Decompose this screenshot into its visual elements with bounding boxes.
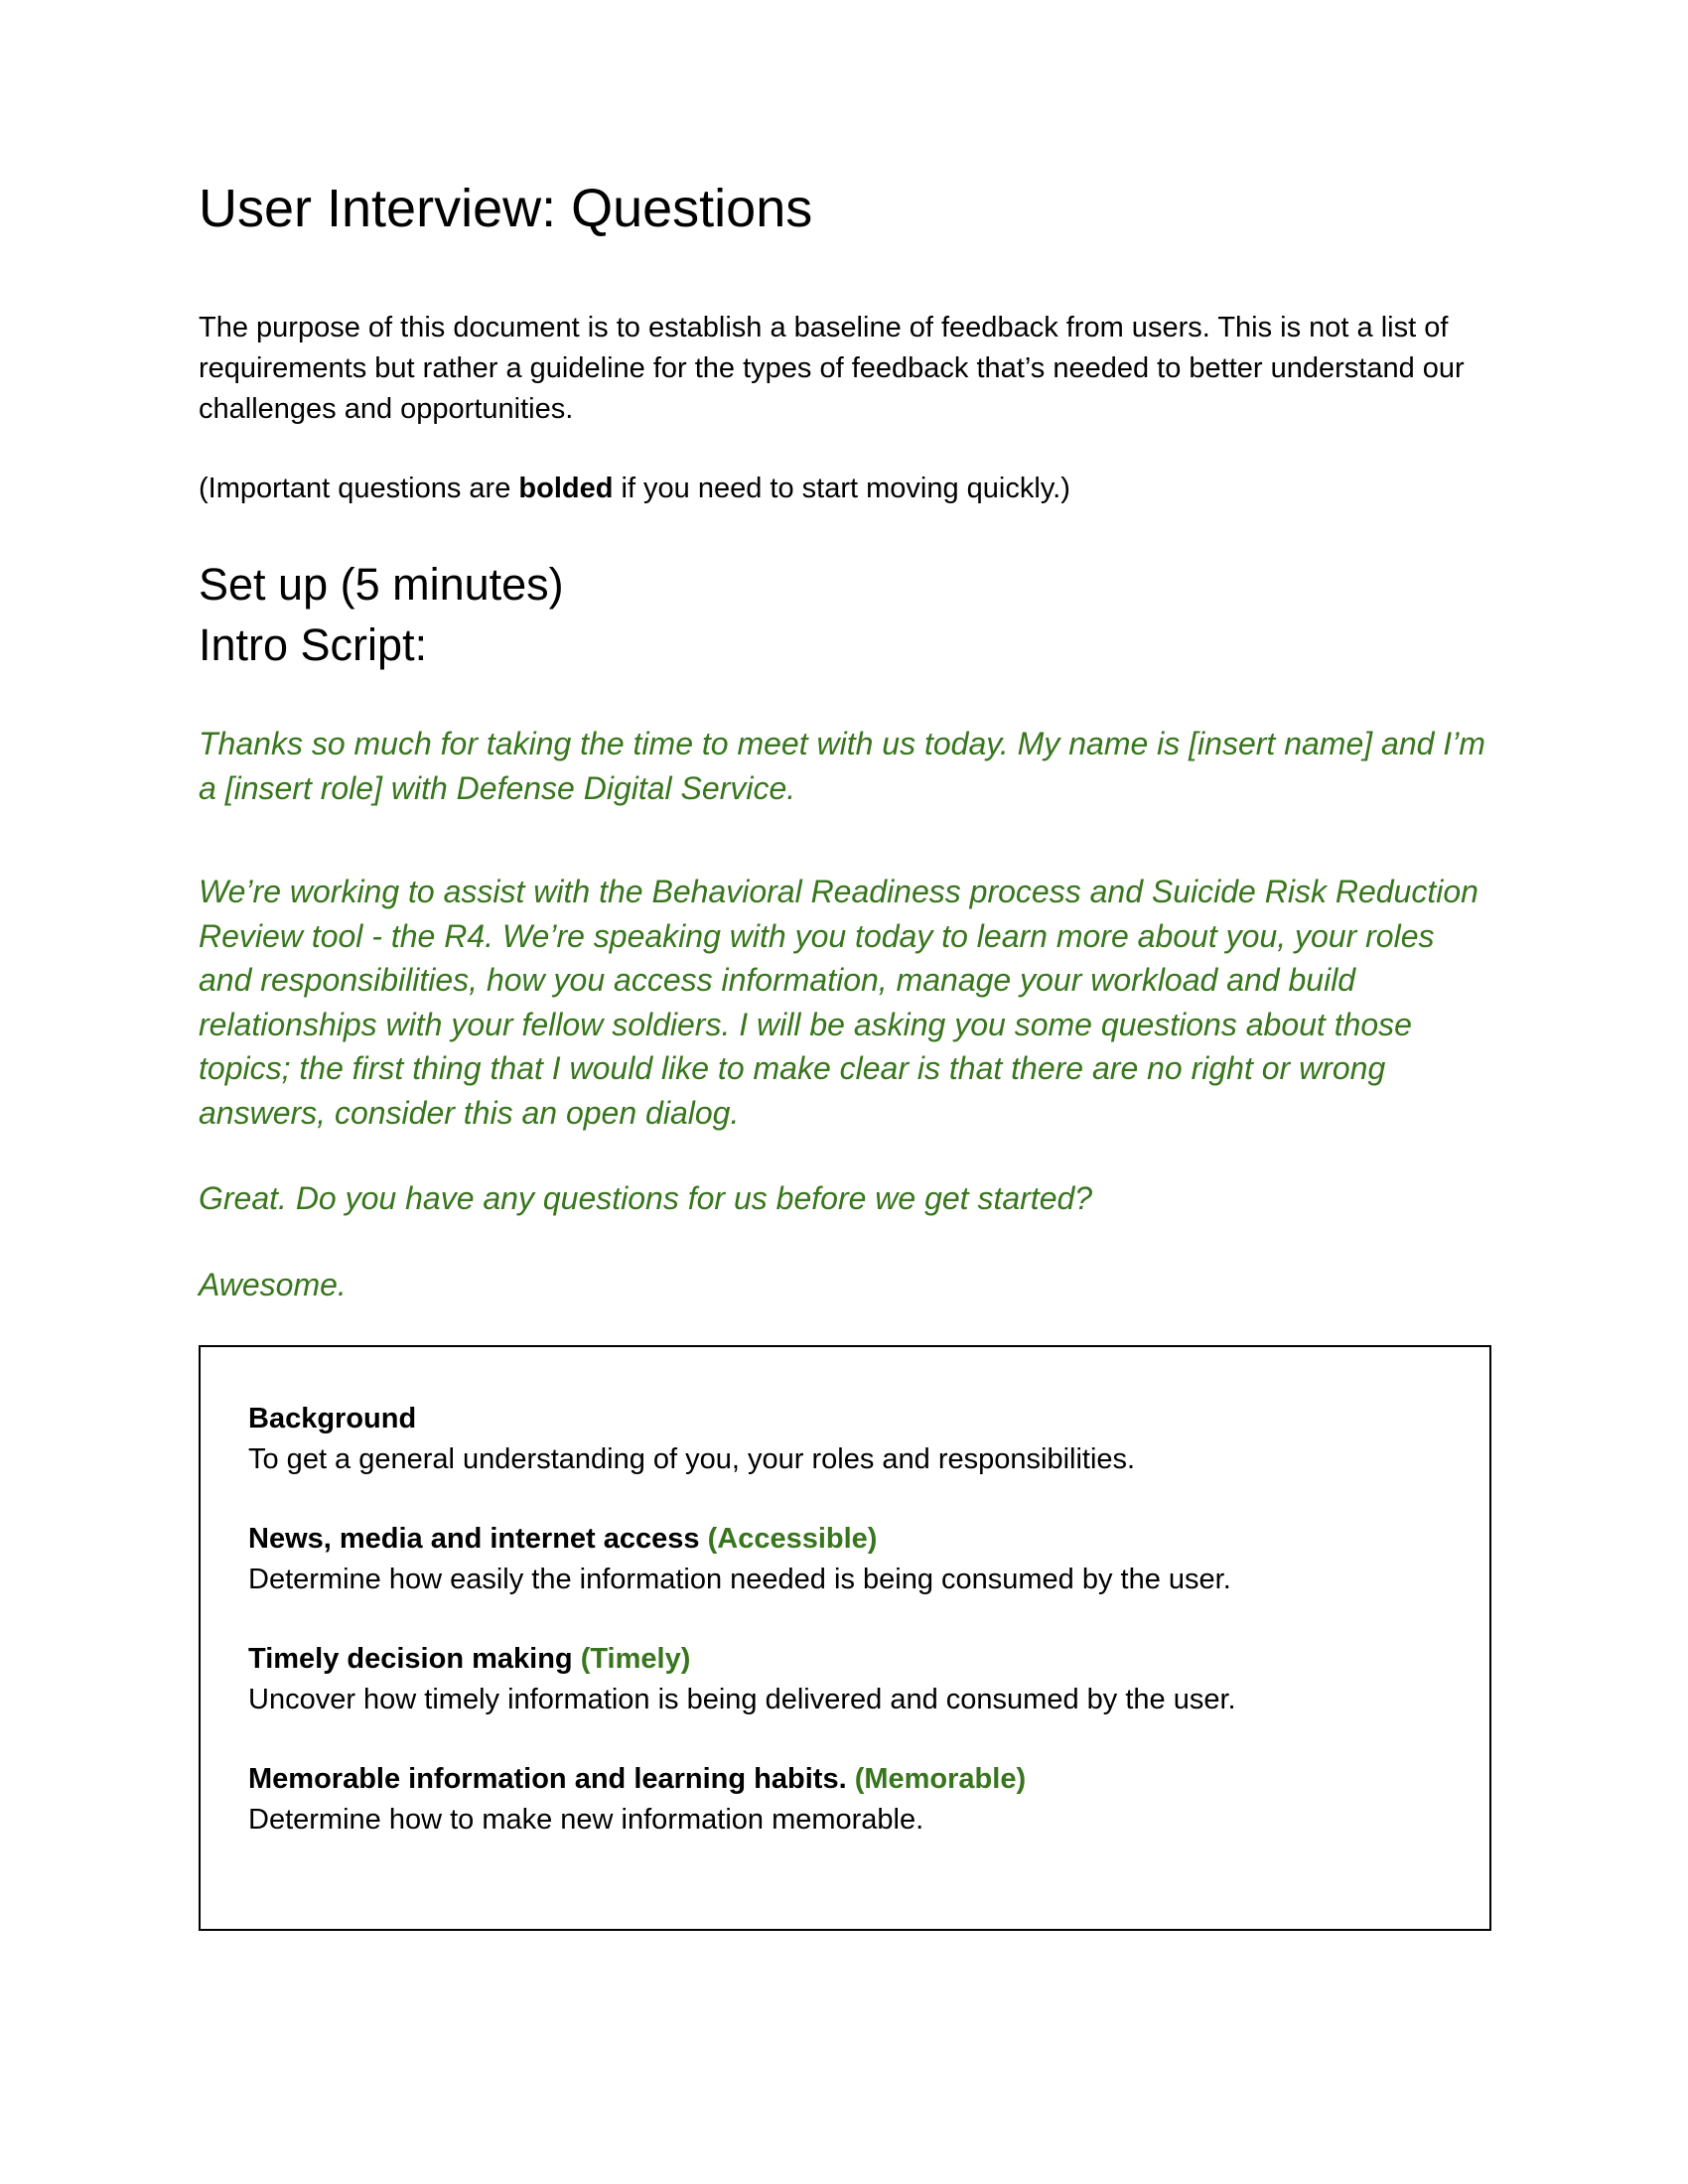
topic-title-text: Timely decision making [248, 1643, 581, 1675]
topics-box [199, 1345, 1491, 1931]
script-paragraph-questions: Great. Do you have any questions for us before we get started? [199, 1180, 1093, 1216]
topic-title [248, 1519, 1440, 1560]
topic-title [248, 1759, 1440, 1800]
topic-timely-decision [248, 1639, 1440, 1719]
topic-news-media [248, 1519, 1440, 1599]
script-paragraph-purpose: We’re working to assist with the Behavioral Readiness process and Suicide Risk Reduction Review tool - the R4. We’re speaking with you today to learn more about you, your roles and responsibilities, how you access information, manage your workload and build relationships with your fellow soldiers. I will be asking you some questions about those topics; the first thing that I would like to make clear is that there are no right or wrong answers, consider this an open dialog. [199, 874, 1478, 1131]
note-text-after: if you need to start moving quickly.) [613, 473, 1070, 504]
topic-description: Determine how to make new information memorable. [248, 1803, 924, 1836]
note-text-before: (Important questions are [199, 473, 519, 504]
topic-title-text: Memorable information and learning habits. [248, 1763, 855, 1795]
topic-description: To get a general understanding of you, your roles and responsibilities. [248, 1442, 1136, 1475]
document-title: User Interview: Questions [199, 179, 813, 238]
topic-title-text: News, media and internet access [248, 1523, 708, 1555]
note-bold-word: bolded [518, 473, 614, 504]
intro-script-heading: Intro Script: [199, 619, 428, 670]
topic-background [248, 1399, 1440, 1479]
topic-title-text: Background [248, 1403, 417, 1434]
script-paragraph-awesome: Awesome. [199, 1267, 347, 1302]
script-paragraph-greeting: Thanks so much for taking the time to meet with us today. My name is [insert name] and I’m a [insert role] with Defense Digital Service. [199, 726, 1485, 806]
topic-title [248, 1399, 1440, 1439]
setup-heading: Set up (5 minutes) [199, 559, 564, 610]
topic-title [248, 1639, 1440, 1680]
topic-memorable [248, 1759, 1440, 1840]
intro-paragraph: The purpose of this document is to establish a baseline of feedback from users. This is not a list of requirements but rather a guideline for the types of feedback that’s needed to better understand our challenges and opportunities. [199, 312, 1465, 425]
topic-description: Determine how easily the information needed is being consumed by the user. [248, 1563, 1231, 1595]
topic-tag: (Timely) [580, 1643, 691, 1675]
topic-tag: (Memorable) [854, 1763, 1027, 1795]
topic-tag: (Accessible) [707, 1523, 878, 1555]
topic-description: Uncover how timely information is being delivered and consumed by the user. [248, 1683, 1236, 1715]
important-note [199, 469, 1070, 509]
